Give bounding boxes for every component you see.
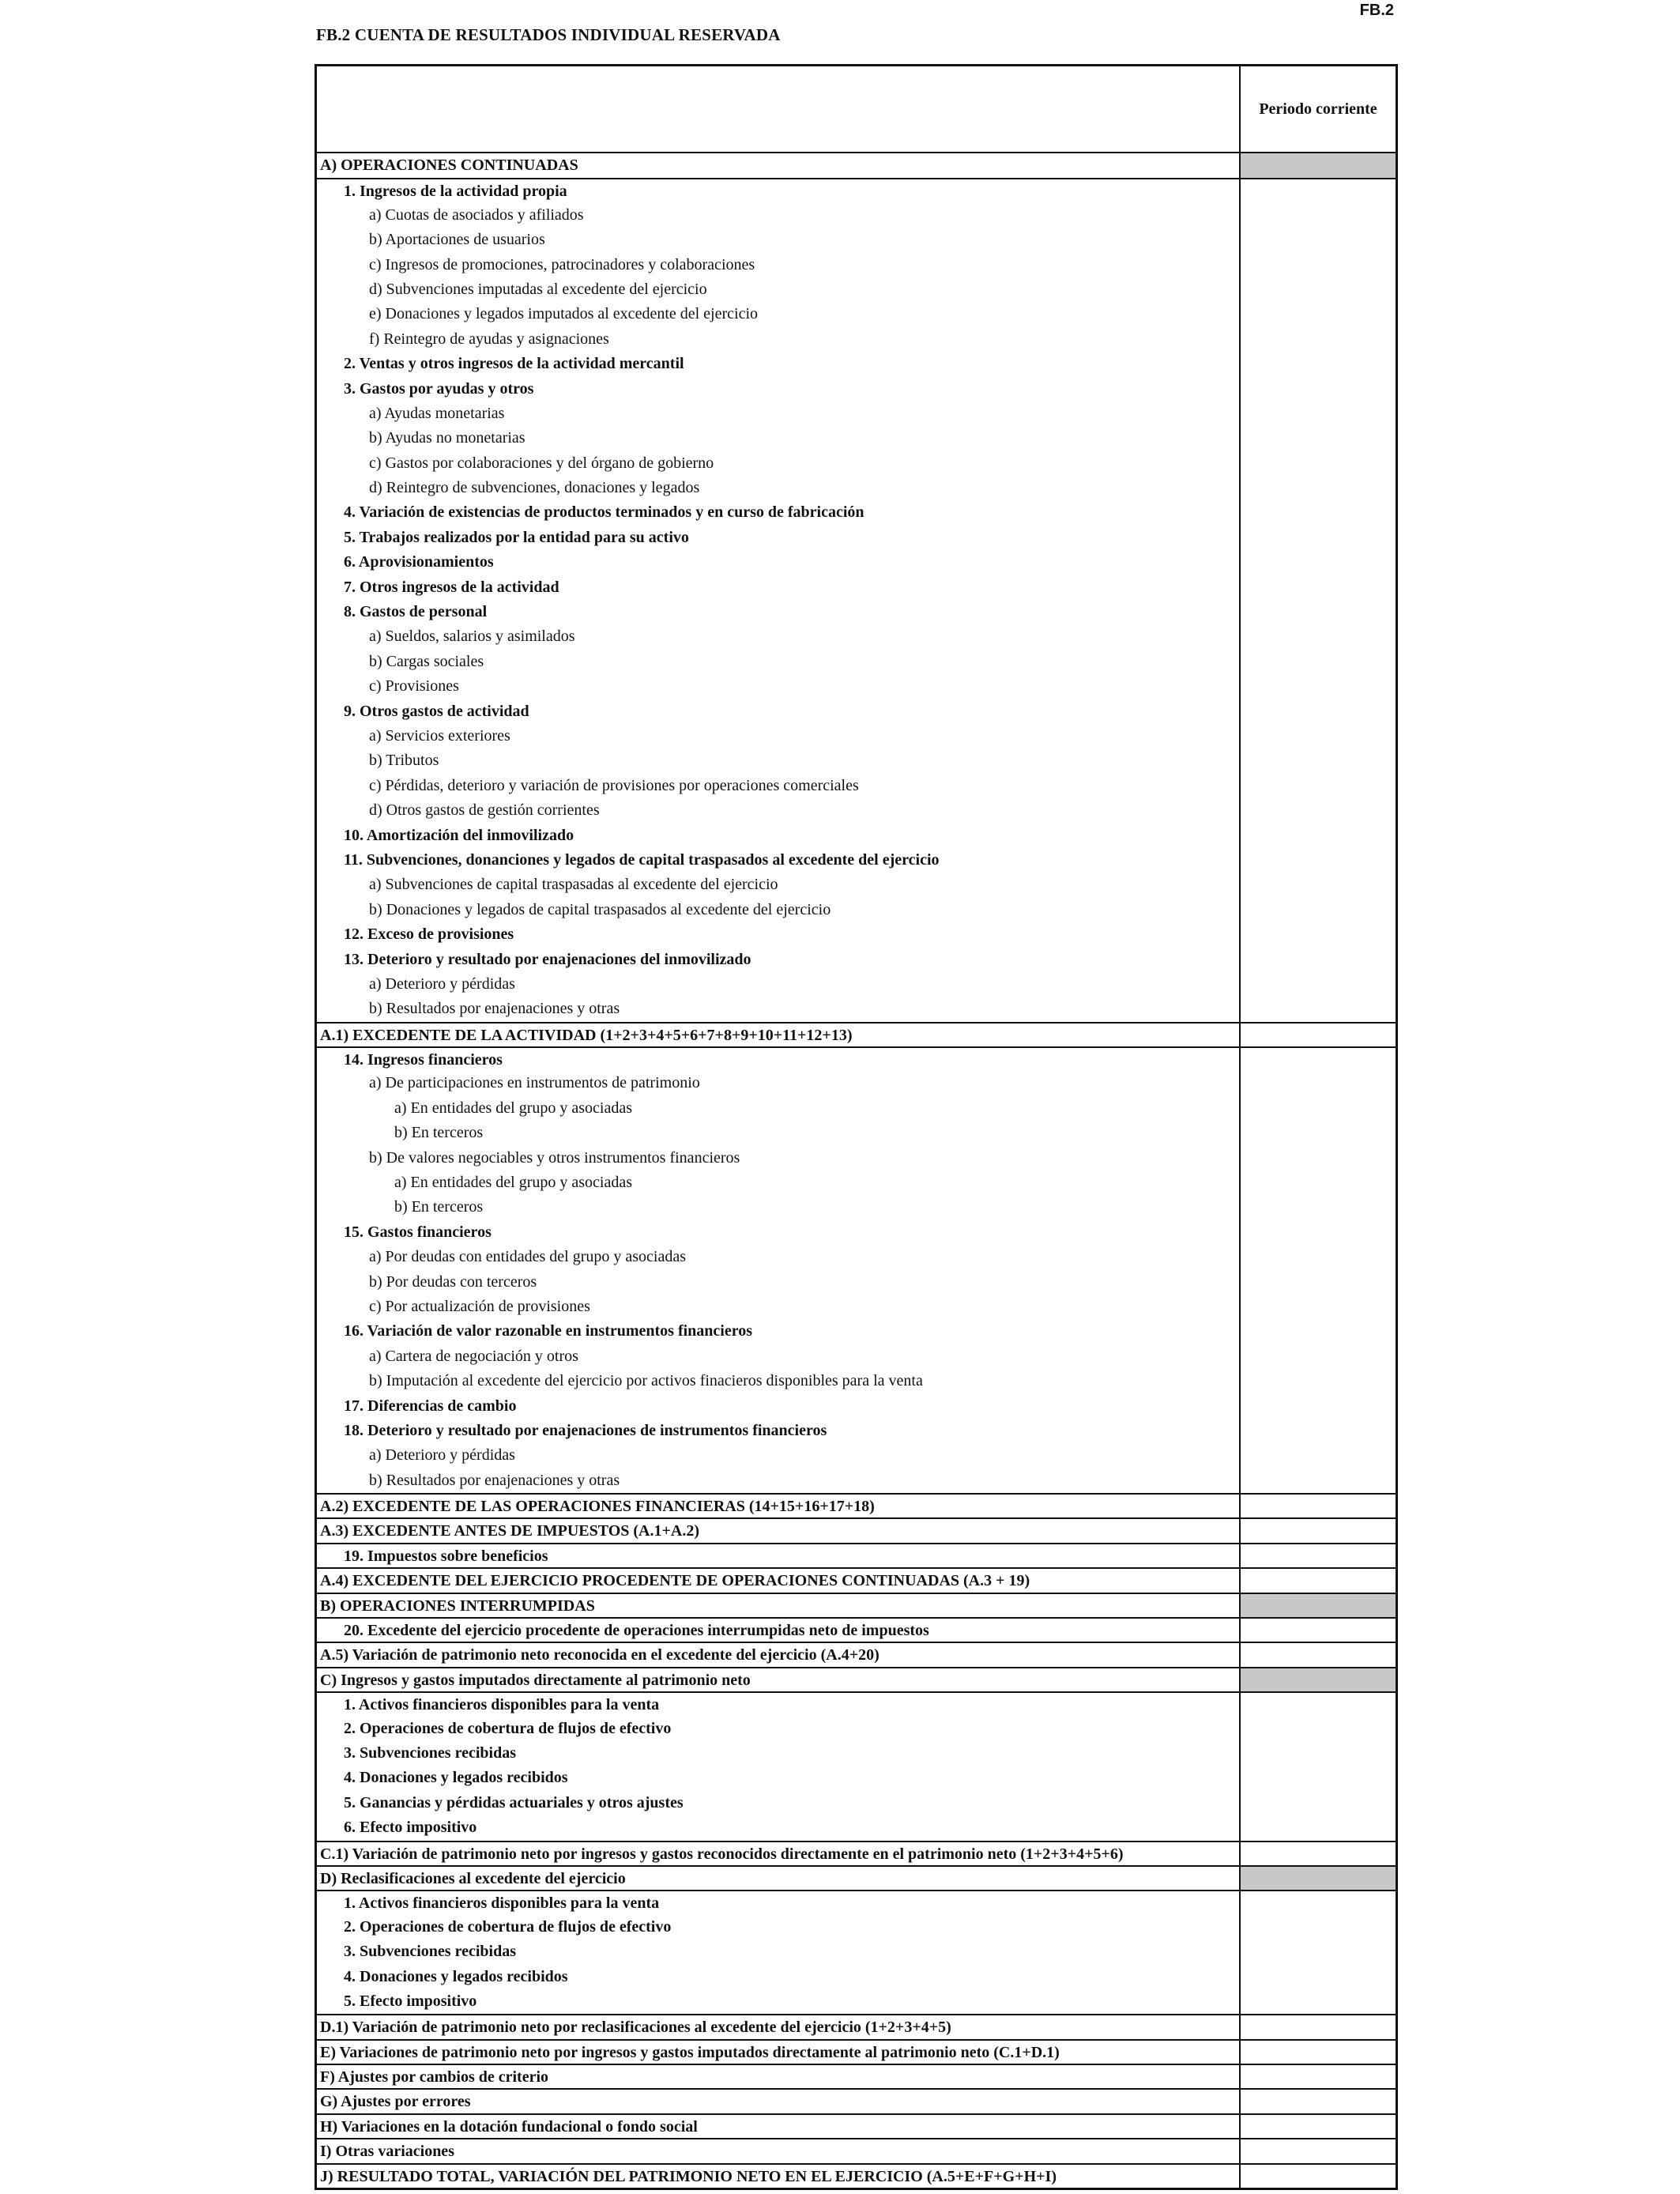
table-row bbox=[317, 1815, 1396, 1840]
table-row bbox=[317, 253, 1396, 277]
table-row bbox=[317, 1394, 1396, 1419]
row-label: 2. Ventas y otros ingresos de la actividad mercantil bbox=[317, 352, 1241, 376]
value-cell[interactable] bbox=[1241, 179, 1396, 202]
table-row bbox=[317, 327, 1396, 352]
section-row bbox=[317, 2138, 1396, 2162]
row-label: a) Cuotas de asociados y afiliados bbox=[317, 203, 1241, 228]
row-label: 15. Gastos financieros bbox=[317, 1220, 1241, 1245]
value-cell[interactable] bbox=[1241, 922, 1396, 947]
table-row bbox=[317, 1741, 1396, 1766]
table-row bbox=[317, 1220, 1396, 1245]
row-label: 2. Operaciones de cobertura de flujos de efectivo bbox=[317, 1915, 1241, 1940]
row-label: a) Ayudas monetarias bbox=[317, 401, 1241, 426]
table-row bbox=[317, 1146, 1396, 1171]
row-label: c) Pérdidas, deterioro y variación de provisiones por operaciones comerciales bbox=[317, 774, 1241, 798]
row-label: a) Servicios exteriores bbox=[317, 724, 1241, 748]
value-cell[interactable] bbox=[1241, 948, 1396, 972]
table-row bbox=[317, 948, 1396, 972]
value-cell[interactable] bbox=[1241, 575, 1396, 600]
row-label: c) Gastos por colaboraciones y del órgano de gobierno bbox=[317, 451, 1241, 476]
table-row bbox=[317, 426, 1396, 450]
value-cell[interactable] bbox=[1241, 600, 1396, 624]
row-label: A.2) EXCEDENTE DE LAS OPERACIONES FINANCIERAS (14+15+16+17+18) bbox=[317, 1495, 1241, 1517]
row-label: a) Deterioro y pérdidas bbox=[317, 1443, 1241, 1468]
row-label: b) De valores negociables y otros instrumentos financieros bbox=[317, 1146, 1241, 1171]
header-label-cell bbox=[317, 66, 1241, 152]
row-label: c) Ingresos de promociones, patrocinadores y colaboraciones bbox=[317, 253, 1241, 277]
section-row bbox=[317, 2163, 1396, 2188]
row-label: d) Subvenciones imputadas al excedente del ejercicio bbox=[317, 277, 1241, 302]
row-label: A.1) EXCEDENTE DE LA ACTIVIDAD (1+2+3+4+5+6+7+8+9+10+11+12+13) bbox=[317, 1023, 1241, 1046]
row-label: J) RESULTADO TOTAL, VARIACIÓN DEL PATRIMONIO NETO EN EL EJERCICIO (A.5+E+F+G+H+I) bbox=[317, 2165, 1241, 2188]
row-label: c) Provisiones bbox=[317, 674, 1241, 699]
row-label: b) Imputación al excedente del ejercicio por activos finacieros disponibles para la venta bbox=[317, 1369, 1241, 1393]
value-cell[interactable] bbox=[1241, 2090, 1396, 2113]
value-cell[interactable] bbox=[1241, 550, 1396, 575]
table-row bbox=[317, 798, 1396, 823]
section-row bbox=[317, 2064, 1396, 2088]
row-label: 6. Aprovisionamientos bbox=[317, 550, 1241, 575]
row-label: 5. Ganancias y pérdidas actuariales y otros ajustes bbox=[317, 1791, 1241, 1815]
value-cell[interactable] bbox=[1241, 1643, 1396, 1666]
row-label: a) En entidades del grupo y asociadas bbox=[317, 1096, 1241, 1121]
table-row bbox=[317, 1096, 1396, 1121]
row-label: 1. Activos financieros disponibles para la venta bbox=[317, 1891, 1241, 1914]
table-row bbox=[317, 873, 1396, 897]
table-row bbox=[317, 748, 1396, 773]
value-cell[interactable] bbox=[1241, 228, 1396, 252]
row-label: 17. Diferencias de cambio bbox=[317, 1394, 1241, 1419]
row-label: A.4) EXCEDENTE DEL EJERCICIO PROCEDENTE DE OPERACIONES CONTINUADAS (A.3 + 19) bbox=[317, 1569, 1241, 1592]
section-row bbox=[317, 2113, 1396, 2138]
value-cell[interactable] bbox=[1241, 302, 1396, 326]
column-header-periodo-corriente: Periodo corriente bbox=[1259, 100, 1377, 118]
value-cell[interactable] bbox=[1241, 898, 1396, 922]
value-cell[interactable] bbox=[1241, 748, 1396, 773]
table-row bbox=[317, 1543, 1396, 1567]
value-cell[interactable] bbox=[1241, 476, 1396, 500]
value-cell[interactable] bbox=[1241, 699, 1396, 724]
value-cell[interactable] bbox=[1241, 1344, 1396, 1369]
value-cell[interactable] bbox=[1241, 674, 1396, 699]
row-label: 10. Amortización del inmovilizado bbox=[317, 824, 1241, 848]
value-cell[interactable] bbox=[1241, 1220, 1396, 1245]
row-label: b) Ayudas no monetarias bbox=[317, 426, 1241, 450]
value-cell[interactable] bbox=[1241, 1842, 1396, 1865]
row-label: b) En terceros bbox=[317, 1121, 1241, 1145]
value-cell[interactable] bbox=[1241, 972, 1396, 997]
table-row bbox=[317, 377, 1396, 401]
row-label: 3. Subvenciones recibidas bbox=[317, 1741, 1241, 1766]
row-label: B) OPERACIONES INTERRUMPIDAS bbox=[317, 1594, 1241, 1617]
value-cell[interactable] bbox=[1241, 2015, 1396, 2038]
value-cell[interactable] bbox=[1241, 451, 1396, 476]
table-row bbox=[317, 1171, 1396, 1195]
value-cell[interactable] bbox=[1241, 1791, 1396, 1815]
shaded-value-cell[interactable] bbox=[1241, 1594, 1396, 1617]
table-row bbox=[317, 352, 1396, 376]
row-label: 2. Operaciones de cobertura de flujos de efectivo bbox=[317, 1717, 1241, 1741]
row-label: C.1) Variación de patrimonio neto por ingresos y gastos reconocidos directamente en el patrimonio neto (1+2+3+4+5+6) bbox=[317, 1842, 1241, 1865]
table-row bbox=[317, 1270, 1396, 1295]
value-cell[interactable] bbox=[1241, 1619, 1396, 1642]
table-row bbox=[317, 724, 1396, 748]
value-cell[interactable] bbox=[1241, 1121, 1396, 1145]
row-label: a) Subvenciones de capital traspasadas al excedente del ejercicio bbox=[317, 873, 1241, 897]
row-label: 5. Efecto impositivo bbox=[317, 1989, 1241, 2014]
row-label: a) Cartera de negociación y otros bbox=[317, 1344, 1241, 1369]
value-cell[interactable] bbox=[1241, 1146, 1396, 1171]
value-cell[interactable] bbox=[1241, 997, 1396, 1021]
row-label: I) Otras variaciones bbox=[317, 2139, 1241, 2162]
table-row bbox=[317, 401, 1396, 426]
row-label: 4. Donaciones y legados recibidos bbox=[317, 1965, 1241, 1989]
row-label: A) OPERACIONES CONTINUADAS bbox=[317, 153, 1241, 178]
value-cell[interactable] bbox=[1241, 500, 1396, 525]
value-cell[interactable] bbox=[1241, 526, 1396, 550]
row-label: e) Donaciones y legados imputados al excedente del ejercicio bbox=[317, 302, 1241, 326]
section-row bbox=[317, 1841, 1396, 1865]
table-row bbox=[317, 1344, 1396, 1369]
table-row bbox=[317, 1419, 1396, 1443]
row-label: 4. Donaciones y legados recibidos bbox=[317, 1766, 1241, 1790]
table-row bbox=[317, 674, 1396, 699]
section-row bbox=[317, 1593, 1396, 1617]
form-code: FB.2 bbox=[1359, 2, 1394, 19]
row-label: 7. Otros ingresos de la actividad bbox=[317, 575, 1241, 600]
value-cell[interactable] bbox=[1241, 1965, 1396, 1989]
results-table bbox=[315, 64, 1398, 2190]
row-label: b) Resultados por enajenaciones y otras bbox=[317, 997, 1241, 1021]
value-cell[interactable] bbox=[1241, 1270, 1396, 1295]
section-row bbox=[317, 1667, 1396, 1691]
value-cell[interactable] bbox=[1241, 1048, 1396, 1071]
value-cell[interactable] bbox=[1241, 1940, 1396, 1964]
value-cell[interactable] bbox=[1241, 1569, 1396, 1592]
table-row bbox=[317, 575, 1396, 600]
value-cell[interactable] bbox=[1241, 1071, 1396, 1095]
row-label: 1. Activos financieros disponibles para la venta bbox=[317, 1693, 1241, 1716]
table-row bbox=[317, 1989, 1396, 2014]
value-cell[interactable] bbox=[1241, 1717, 1396, 1741]
value-cell[interactable] bbox=[1241, 327, 1396, 352]
value-cell[interactable] bbox=[1241, 253, 1396, 277]
value-cell[interactable] bbox=[1241, 2065, 1396, 2088]
section-row bbox=[317, 1022, 1396, 1046]
row-label: f) Reintegro de ayudas y asignaciones bbox=[317, 327, 1241, 352]
table-row bbox=[317, 898, 1396, 922]
row-label: a) De participaciones en instrumentos de patrimonio bbox=[317, 1071, 1241, 1095]
row-label: D.1) Variación de patrimonio neto por reclasificaciones al excedente del ejercicio (1+2+3+4+5) bbox=[317, 2015, 1241, 2038]
row-label: a) Por deudas con entidades del grupo y asociadas bbox=[317, 1245, 1241, 1269]
value-cell[interactable] bbox=[1241, 1171, 1396, 1195]
value-cell[interactable] bbox=[1241, 1096, 1396, 1121]
table-row bbox=[317, 774, 1396, 798]
value-cell[interactable] bbox=[1241, 1443, 1396, 1468]
table-row bbox=[317, 1319, 1396, 1344]
row-label: 9. Otros gastos de actividad bbox=[317, 699, 1241, 724]
value-cell[interactable] bbox=[1241, 1766, 1396, 1790]
row-label: 8. Gastos de personal bbox=[317, 600, 1241, 624]
value-cell[interactable] bbox=[1241, 1319, 1396, 1344]
table-row bbox=[317, 178, 1396, 202]
row-label: b) Aportaciones de usuarios bbox=[317, 228, 1241, 252]
value-cell[interactable] bbox=[1241, 2139, 1396, 2162]
value-cell[interactable] bbox=[1241, 1394, 1396, 1419]
value-cell[interactable] bbox=[1241, 824, 1396, 848]
table-row bbox=[317, 600, 1396, 624]
table-row bbox=[317, 972, 1396, 997]
table-row bbox=[317, 997, 1396, 1021]
value-cell[interactable] bbox=[1241, 1544, 1396, 1567]
row-label: 16. Variación de valor razonable en instrumentos financieros bbox=[317, 1319, 1241, 1344]
row-label: b) Por deudas con terceros bbox=[317, 1270, 1241, 1295]
value-cell[interactable] bbox=[1241, 774, 1396, 798]
value-cell[interactable] bbox=[1241, 1891, 1396, 1914]
table-row bbox=[317, 1915, 1396, 1940]
table-row bbox=[317, 1940, 1396, 1964]
value-cell[interactable] bbox=[1241, 1815, 1396, 1840]
value-cell[interactable] bbox=[1241, 401, 1396, 426]
value-cell[interactable] bbox=[1241, 352, 1396, 376]
table-row bbox=[317, 1965, 1396, 1989]
table-row bbox=[317, 1369, 1396, 1393]
shaded-value-cell[interactable] bbox=[1241, 1867, 1396, 1890]
table-row bbox=[317, 1071, 1396, 1095]
row-label: b) En terceros bbox=[317, 1195, 1241, 1220]
table-row bbox=[317, 1890, 1396, 1914]
value-cell[interactable] bbox=[1241, 2115, 1396, 2138]
value-cell[interactable] bbox=[1241, 2041, 1396, 2064]
value-cell[interactable] bbox=[1241, 1023, 1396, 1046]
value-cell[interactable] bbox=[1241, 1245, 1396, 1269]
table-row bbox=[317, 848, 1396, 873]
row-label: A.5) Variación de patrimonio neto reconocida en el excedente del ejercicio (A.4+20) bbox=[317, 1643, 1241, 1666]
row-label: a) Sueldos, salarios y asimilados bbox=[317, 624, 1241, 649]
value-cell[interactable] bbox=[1241, 1989, 1396, 2014]
document-title: FB.2 CUENTA DE RESULTADOS INDIVIDUAL RESERVADA bbox=[316, 25, 781, 44]
row-label: 3. Gastos por ayudas y otros bbox=[317, 377, 1241, 401]
row-label: 19. Impuestos sobre beneficios bbox=[317, 1544, 1241, 1567]
table-row bbox=[317, 451, 1396, 476]
table-row bbox=[317, 1195, 1396, 1220]
shaded-value-cell[interactable] bbox=[1241, 1668, 1396, 1691]
row-label: c) Por actualización de provisiones bbox=[317, 1295, 1241, 1319]
value-cell[interactable] bbox=[1241, 203, 1396, 228]
value-cell[interactable] bbox=[1241, 277, 1396, 302]
section-row bbox=[317, 1567, 1396, 1592]
section-row bbox=[317, 2014, 1396, 2038]
table-row bbox=[317, 1468, 1396, 1493]
section-row bbox=[317, 1642, 1396, 1666]
table-row bbox=[317, 824, 1396, 848]
row-label: D) Reclasificaciones al excedente del ejercicio bbox=[317, 1867, 1241, 1890]
table-row bbox=[317, 1791, 1396, 1815]
table-row bbox=[317, 1617, 1396, 1642]
table-row bbox=[317, 526, 1396, 550]
table-row bbox=[317, 1691, 1396, 1716]
row-label: G) Ajustes por errores bbox=[317, 2090, 1241, 2113]
section-row bbox=[317, 2039, 1396, 2064]
section-row bbox=[317, 1865, 1396, 1890]
row-label: 5. Trabajos realizados por la entidad para su activo bbox=[317, 526, 1241, 550]
table-row bbox=[317, 624, 1396, 649]
section-row bbox=[317, 153, 1396, 178]
row-label: 14. Ingresos financieros bbox=[317, 1048, 1241, 1071]
table-header bbox=[317, 66, 1396, 153]
value-cell[interactable] bbox=[1241, 624, 1396, 649]
table-row bbox=[317, 1295, 1396, 1319]
value-cell[interactable] bbox=[1241, 848, 1396, 873]
row-label: 1. Ingresos de la actividad propia bbox=[317, 179, 1241, 202]
table-row bbox=[317, 500, 1396, 525]
shaded-value-cell[interactable] bbox=[1241, 153, 1396, 178]
row-label: F) Ajustes por cambios de criterio bbox=[317, 2065, 1241, 2088]
row-label: 13. Deterioro y resultado por enajenaciones del inmovilizado bbox=[317, 948, 1241, 972]
row-label: 18. Deterioro y resultado por enajenaciones de instrumentos financieros bbox=[317, 1419, 1241, 1443]
value-cell[interactable] bbox=[1241, 1195, 1396, 1220]
table-row bbox=[317, 1245, 1396, 1269]
row-label: b) Resultados por enajenaciones y otras bbox=[317, 1468, 1241, 1493]
table-row bbox=[317, 203, 1396, 228]
value-cell[interactable] bbox=[1241, 1495, 1396, 1517]
value-cell[interactable] bbox=[1241, 724, 1396, 748]
table-row bbox=[317, 228, 1396, 252]
table-row bbox=[317, 550, 1396, 575]
table-row bbox=[317, 1443, 1396, 1468]
section-row bbox=[317, 2088, 1396, 2113]
table-row bbox=[317, 302, 1396, 326]
row-label: a) En entidades del grupo y asociadas bbox=[317, 1171, 1241, 1195]
value-cell[interactable] bbox=[1241, 1419, 1396, 1443]
value-cell[interactable] bbox=[1241, 798, 1396, 823]
value-cell[interactable] bbox=[1241, 426, 1396, 450]
value-cell[interactable] bbox=[1241, 1468, 1396, 1493]
table-body bbox=[317, 153, 1396, 2188]
value-cell[interactable] bbox=[1241, 1741, 1396, 1766]
row-label: A.3) EXCEDENTE ANTES DE IMPUESTOS (A.1+A.2) bbox=[317, 1519, 1241, 1542]
row-label: b) Tributos bbox=[317, 748, 1241, 773]
table-row bbox=[317, 476, 1396, 500]
table-row bbox=[317, 277, 1396, 302]
row-label: C) Ingresos y gastos imputados directamente al patrimonio neto bbox=[317, 1668, 1241, 1691]
table-row bbox=[317, 1717, 1396, 1741]
value-cell[interactable] bbox=[1241, 1369, 1396, 1393]
row-label: b) Cargas sociales bbox=[317, 650, 1241, 674]
row-label: d) Otros gastos de gestión corrientes bbox=[317, 798, 1241, 823]
table-row bbox=[317, 650, 1396, 674]
row-label: a) Deterioro y pérdidas bbox=[317, 972, 1241, 997]
value-cell[interactable] bbox=[1241, 1519, 1396, 1542]
section-row bbox=[317, 1493, 1396, 1517]
row-label: 20. Excedente del ejercicio procedente de operaciones interrumpidas neto de impuestos bbox=[317, 1619, 1241, 1642]
value-cell[interactable] bbox=[1241, 1295, 1396, 1319]
table-row bbox=[317, 1046, 1396, 1071]
value-cell[interactable] bbox=[1241, 650, 1396, 674]
row-label: 11. Subvenciones, donanciones y legados de capital traspasados al excedente del ejercicio bbox=[317, 848, 1241, 873]
row-label: d) Reintegro de subvenciones, donaciones y legados bbox=[317, 476, 1241, 500]
value-cell[interactable] bbox=[1241, 377, 1396, 401]
table-row bbox=[317, 699, 1396, 724]
row-label: 6. Efecto impositivo bbox=[317, 1815, 1241, 1840]
value-cell[interactable] bbox=[1241, 873, 1396, 897]
row-label: b) Donaciones y legados de capital traspasados al excedente del ejercicio bbox=[317, 898, 1241, 922]
table-row bbox=[317, 1121, 1396, 1145]
row-label: E) Variaciones de patrimonio neto por ingresos y gastos imputados directamente al patrimonio neto (C.1+D.1) bbox=[317, 2041, 1241, 2064]
value-cell[interactable] bbox=[1241, 2165, 1396, 2188]
table-row bbox=[317, 1766, 1396, 1790]
table-row bbox=[317, 922, 1396, 947]
row-label: H) Variaciones en la dotación fundacional o fondo social bbox=[317, 2115, 1241, 2138]
value-cell[interactable] bbox=[1241, 1693, 1396, 1716]
section-row bbox=[317, 1517, 1396, 1542]
value-cell[interactable] bbox=[1241, 1915, 1396, 1940]
row-label: 3. Subvenciones recibidas bbox=[317, 1940, 1241, 1964]
row-label: 4. Variación de existencias de productos terminados y en curso de fabricación bbox=[317, 500, 1241, 525]
row-label: 12. Exceso de provisiones bbox=[317, 922, 1241, 947]
